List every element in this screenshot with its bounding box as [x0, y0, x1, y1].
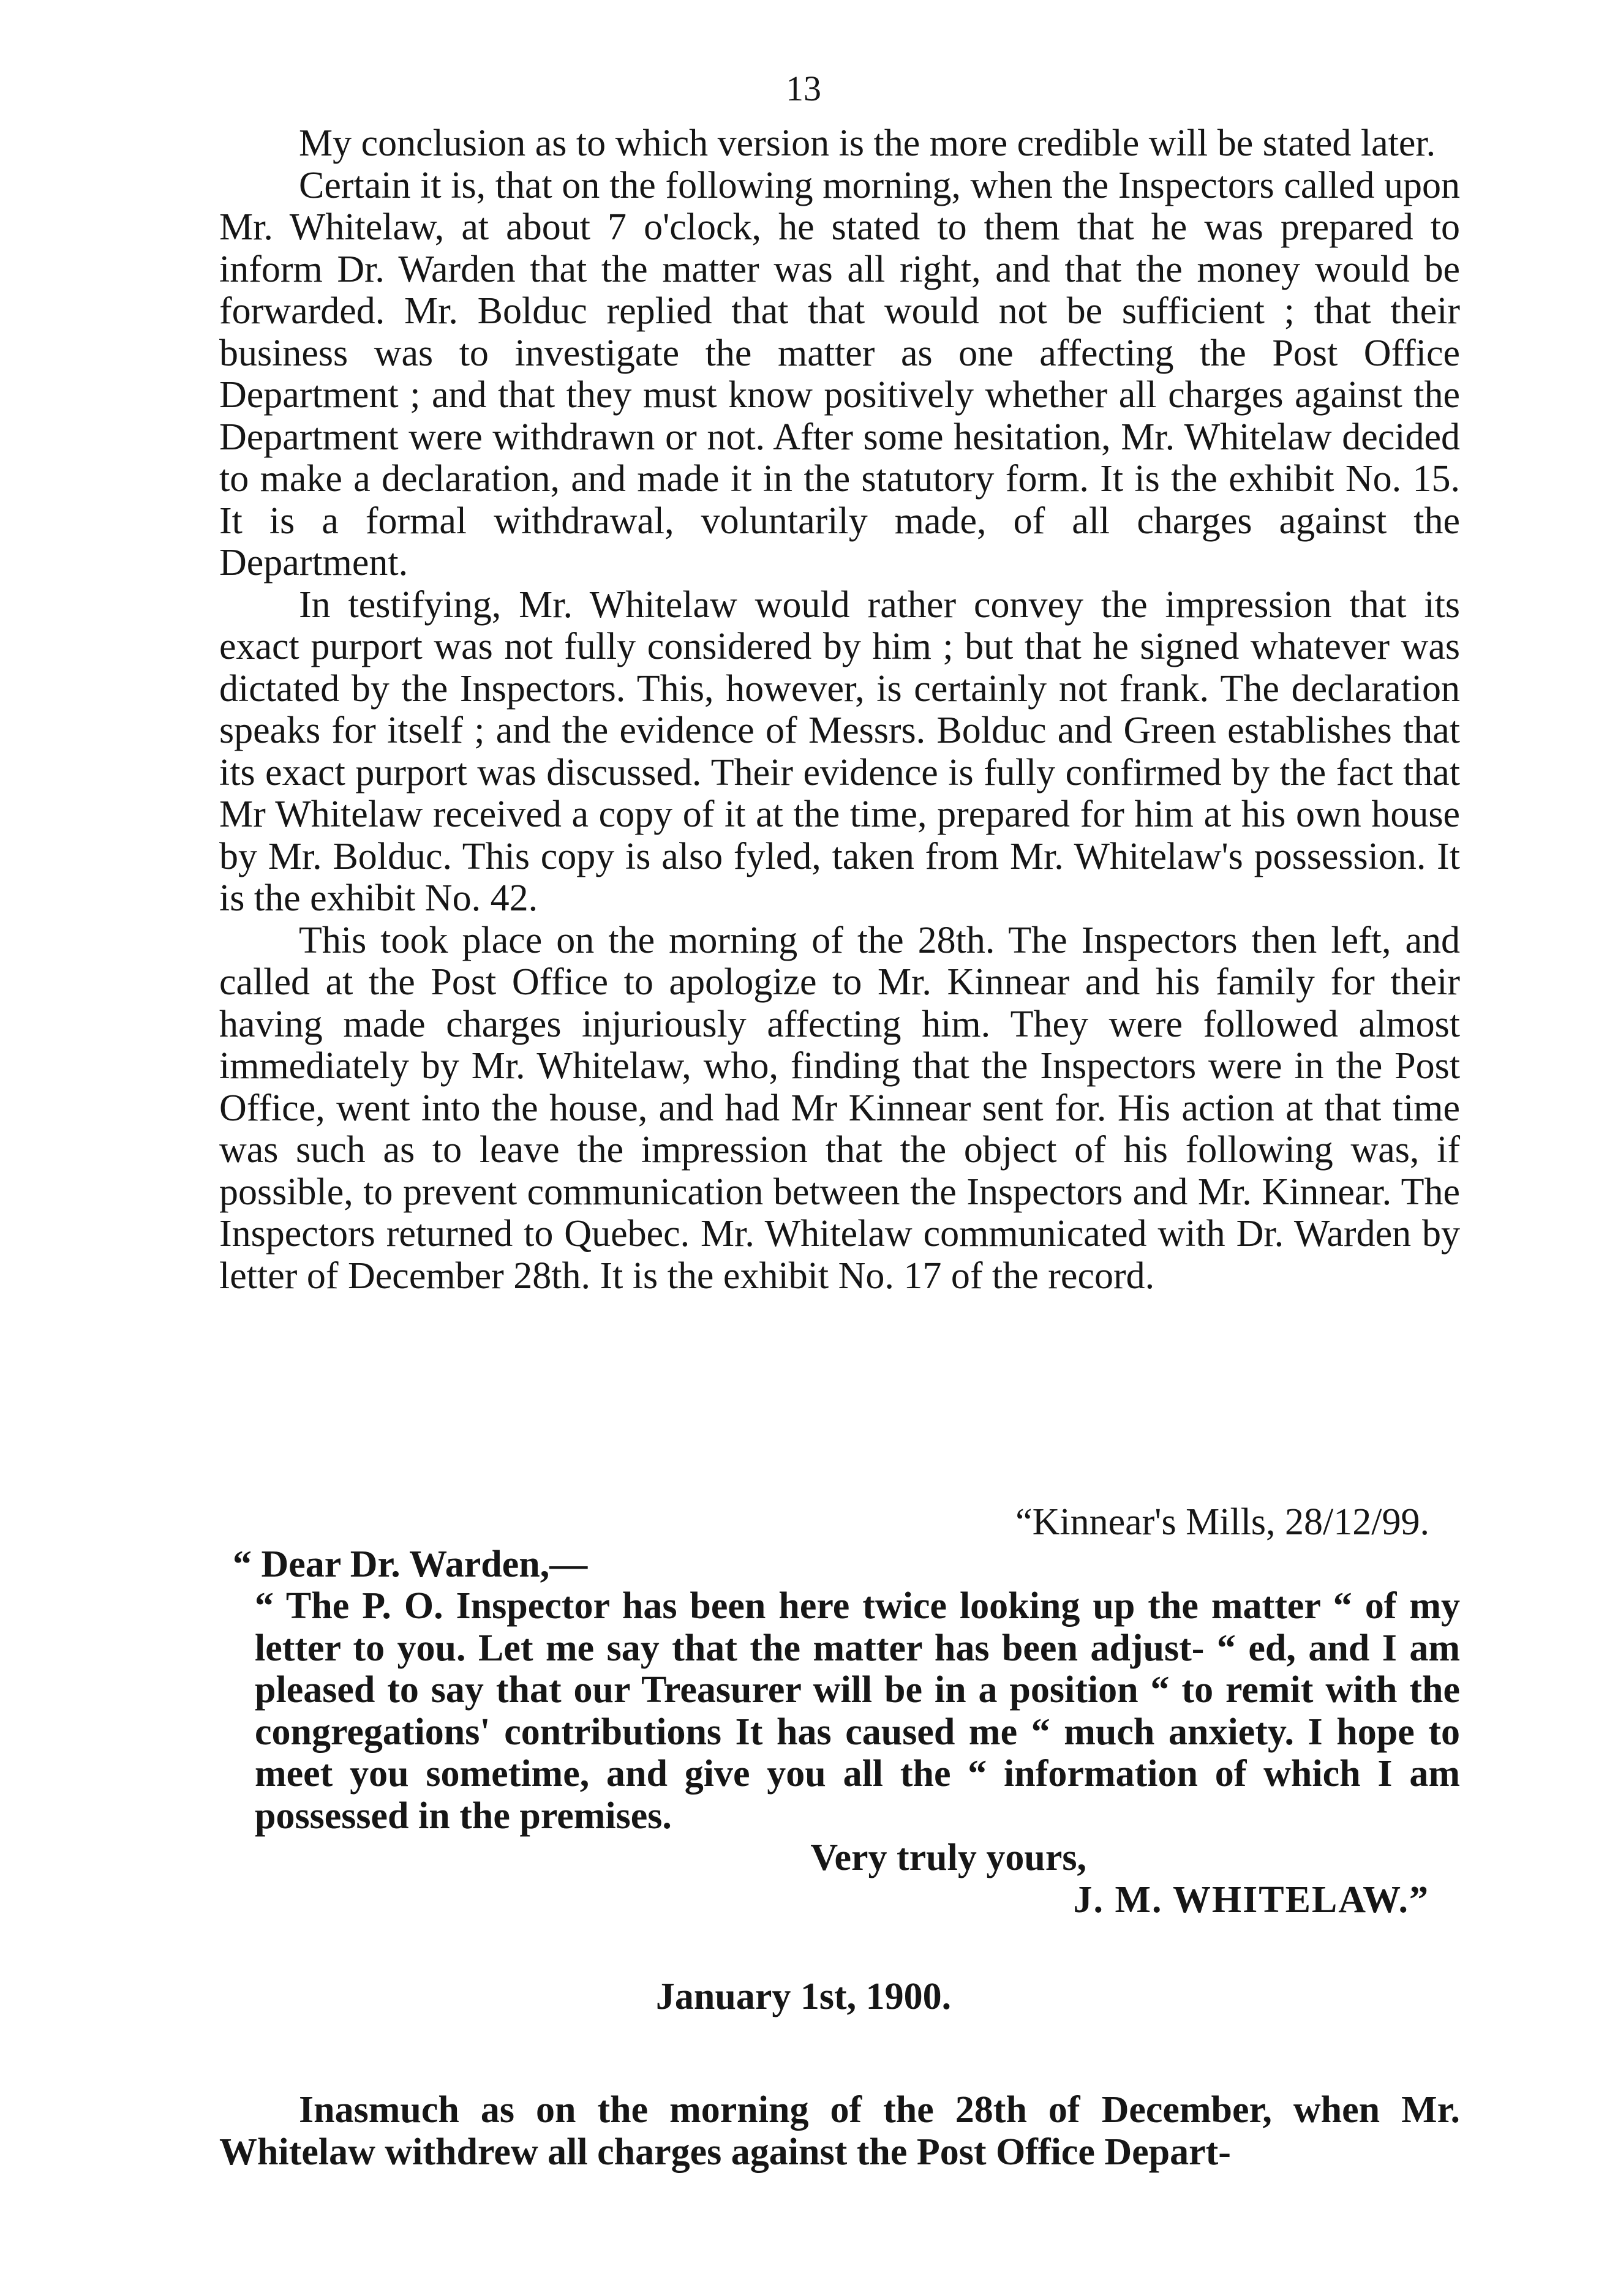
letter-body: “ The P. O. Inspector has been here twice looking up the matter “ of my letter to you. Let me say that the matter has been adjust- “ ed, and I am pleased to say that our Treasurer will be in a position “ to remit with the congregations' contributions It has caused me “ much anxiety. I hope to meet you sometime, and give you all the “ information of which I am possessed in the premises.: [255, 1585, 1460, 1837]
letter-closing: Very truly yours,: [810, 1837, 1086, 1878]
paragraph-declaration: Certain it is, that on the following morning, when the Inspectors called upon Mr. Whitelaw, at about 7 o'clock, he stated to them that he was prepared to inform Dr. Warden that the matter was all right, and that the money would be forwarded. Mr. Bolduc replied that that would not be sufficient ; that their business was to investigate the matter as one affecting the Post Office Department ; and that they must know positively whether all charges against the Department were withdrawn or not. After some hesitation, Mr. Whitelaw decided to make a declaration, and made it in the statutory form. It is the exhibit No. 15. It is a formal withdrawal, voluntarily made, of all charges against the Department.: [219, 164, 1460, 583]
letter-salutation: “ Dear Dr. Warden,—: [233, 1543, 588, 1585]
paragraph-testimony: In testifying, Mr. Whitelaw would rather convey the impression that its exact purport was not fully considered by him ; but that he signed whatever was dictated by the Inspectors. This, however, is certainly not frank. The declaration speaks for itself ; and the evidence of Messrs. Bolduc and Green establishes that its exact purport was discussed. Their evidence is fully confirmed by the fact that Mr Whitelaw received a copy of it at the time, prepared for him at his own house by Mr. Bolduc. This copy is also fyled, taken from Mr. Whitelaw's possession. It is the exhibit No. 42.: [219, 583, 1460, 919]
letter-place-date: “Kinnear's Mills, 28/12/99.: [1015, 1501, 1429, 1543]
paragraph-inspectors-visit: This took place on the morning of the 28th. The Inspectors then left, and called at the Post Office to apologize to Mr. Kinnear and his family for their having made charges injuriously affecting him. They were followed almost immediately by Mr. Whitelaw, who, finding that the Inspectors were in the Post Office, went into the house, and had Mr Kinnear sent for. His action at that time was such as to leave the impression that the object of his following was, if possible, to prevent communication between the Inspectors and Mr. Kinnear. The Inspectors returned to Quebec. Mr. Whitelaw communicated with Dr. Warden by letter of December 28th. It is the exhibit No. 17 of the record.: [219, 919, 1460, 1297]
report-body: [219, 122, 1460, 1297]
paragraph-inasmuch: Inasmuch as on the morning of the 28th of December, when Mr. Whitelaw withdrew all charges against the Post Office Depart-: [219, 2089, 1460, 2173]
letter-signature: J. M. WHITELAW.”: [1073, 1878, 1429, 1921]
paragraph-conclusion: My conclusion as to which version is the more credible will be stated later.: [299, 122, 1436, 164]
page-number: 13: [786, 69, 821, 108]
quoted-letter: [219, 1501, 1460, 1921]
section-dateline: January 1st, 1900.: [655, 1976, 952, 2017]
